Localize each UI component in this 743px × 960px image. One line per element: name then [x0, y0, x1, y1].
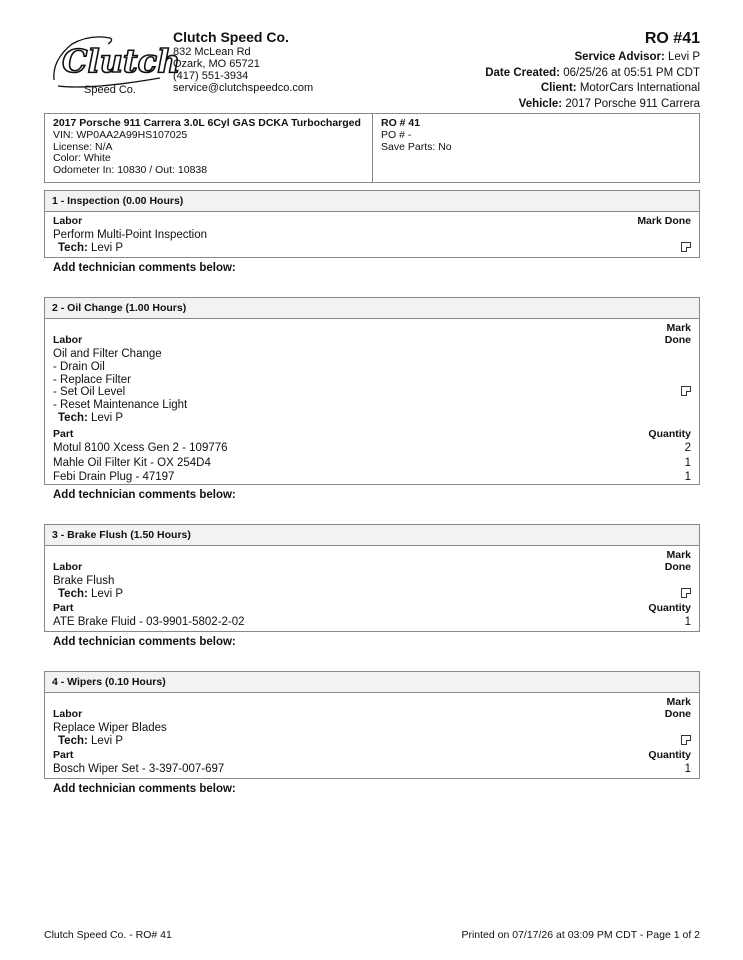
comments-label: Add technician comments below:: [53, 489, 236, 501]
labor-header: Labor: [53, 215, 83, 227]
company-address-2: Ozark, MO 65721: [173, 58, 260, 70]
part-header: Part: [53, 427, 74, 440]
section-title: 4 - Wipers (0.10 Hours): [45, 672, 699, 693]
footer-right: Printed on 07/17/26 at 03:09 PM CDT - Page 1 of 2: [461, 929, 700, 941]
company-address-1: 832 McLean Rd: [173, 46, 251, 58]
part-row: Bosch Wiper Set - 3-397-007-697 1: [53, 762, 691, 775]
part-row: Mahle Oil Filter Kit - OX 254D4 1: [53, 456, 691, 469]
vehicle-details: [45, 114, 373, 182]
document-header: [44, 28, 700, 110]
part-row: Febi Drain Plug - 47197 1: [53, 471, 691, 484]
labor-line: - Replace Filter: [53, 373, 131, 386]
part-header: Part: [53, 601, 74, 614]
labor-line: Brake Flush: [53, 575, 115, 587]
company-name: Clutch Speed Co.: [173, 29, 289, 45]
odometer: Odometer In: 10830 / Out: 10838: [53, 164, 208, 177]
logo-subtitle: Speed Co.: [84, 84, 136, 96]
comments-label: Add technician comments below:: [53, 636, 236, 648]
tech-line: Tech: Levi P: [58, 734, 123, 747]
mark-done-header: Mark Done: [664, 696, 691, 720]
quantity-header: Quantity: [648, 601, 691, 614]
color: Color: White: [53, 152, 111, 165]
labor-line: Perform Multi-Point Inspection: [53, 229, 208, 241]
quantity-header: Quantity: [648, 427, 691, 440]
date-created: Date Created: 06/25/26 at 05:51 PM CDT: [485, 66, 700, 79]
company-email: service@clutchspeedco.com: [173, 82, 314, 94]
vin: VIN: WP0AA2A99HS107025: [53, 128, 188, 141]
mark-done-checkbox[interactable]: [681, 386, 691, 396]
mark-done-header: Mark Done: [664, 322, 691, 346]
footer-left: Clutch Speed Co. - RO# 41: [44, 929, 172, 941]
tech-line: Tech: Levi P: [58, 241, 123, 254]
mark-done-checkbox[interactable]: [681, 735, 691, 745]
mark-done-header: Mark Done: [637, 215, 691, 227]
company-logo: [50, 30, 181, 98]
labor-header: Labor: [53, 708, 83, 720]
ro-title: RO #41: [644, 30, 700, 47]
ro-number: RO # 41: [381, 117, 421, 129]
labor-line: - Set Oil Level: [53, 386, 126, 399]
company-phone: (417) 551-3934: [173, 70, 249, 82]
job-section-4: [44, 671, 700, 779]
ro-details: [373, 114, 699, 182]
section-title: 3 - Brake Flush (1.50 Hours): [45, 525, 699, 546]
logo-script: Clutch: [62, 42, 181, 80]
vehicle-info-box: [44, 113, 700, 183]
mark-done-header: Mark Done: [664, 549, 691, 573]
labor-line: - Drain Oil: [53, 360, 105, 373]
client: Client: MotorCars International: [540, 82, 700, 94]
labor-header: Labor: [53, 334, 83, 346]
save-parts: Save Parts: No: [381, 140, 452, 153]
tech-line: Tech: Levi P: [58, 411, 123, 424]
mark-done-checkbox[interactable]: [681, 588, 691, 598]
job-section-2: [44, 297, 700, 485]
section-title: 1 - Inspection (0.00 Hours): [45, 191, 699, 212]
part-header: Part: [53, 748, 74, 761]
job-section-1: [44, 190, 700, 258]
mark-done-checkbox[interactable]: [681, 242, 691, 252]
po-number: PO # -: [381, 128, 412, 141]
job-section-3: [44, 524, 700, 632]
part-row: Motul 8100 Xcess Gen 2 - 109776 2: [53, 441, 691, 454]
comments-label: Add technician comments below:: [53, 262, 236, 274]
quantity-header: Quantity: [648, 748, 691, 761]
labor-line: - Reset Maintenance Light: [53, 399, 188, 412]
license: License: N/A: [53, 140, 113, 153]
labor-line: Oil and Filter Change: [53, 348, 162, 360]
company-info: [173, 28, 313, 94]
vehicle: Vehicle: 2017 Porsche 911 Carrera: [518, 97, 700, 110]
ro-info: [485, 28, 700, 112]
labor-header: Labor: [53, 561, 83, 573]
part-row: ATE Brake Fluid - 03-9901-5802-2-02 1: [53, 615, 691, 628]
vehicle-description: 2017 Porsche 911 Carrera 3.0L 6Cyl GAS DCKA Turbocharged: [53, 117, 361, 129]
tech-line: Tech: Levi P: [58, 587, 123, 600]
service-advisor: Service Advisor: Levi P: [574, 51, 700, 63]
comments-label: Add technician comments below:: [53, 783, 236, 795]
labor-line: Replace Wiper Blades: [53, 722, 167, 734]
section-title: 2 - Oil Change (1.00 Hours): [45, 298, 699, 319]
